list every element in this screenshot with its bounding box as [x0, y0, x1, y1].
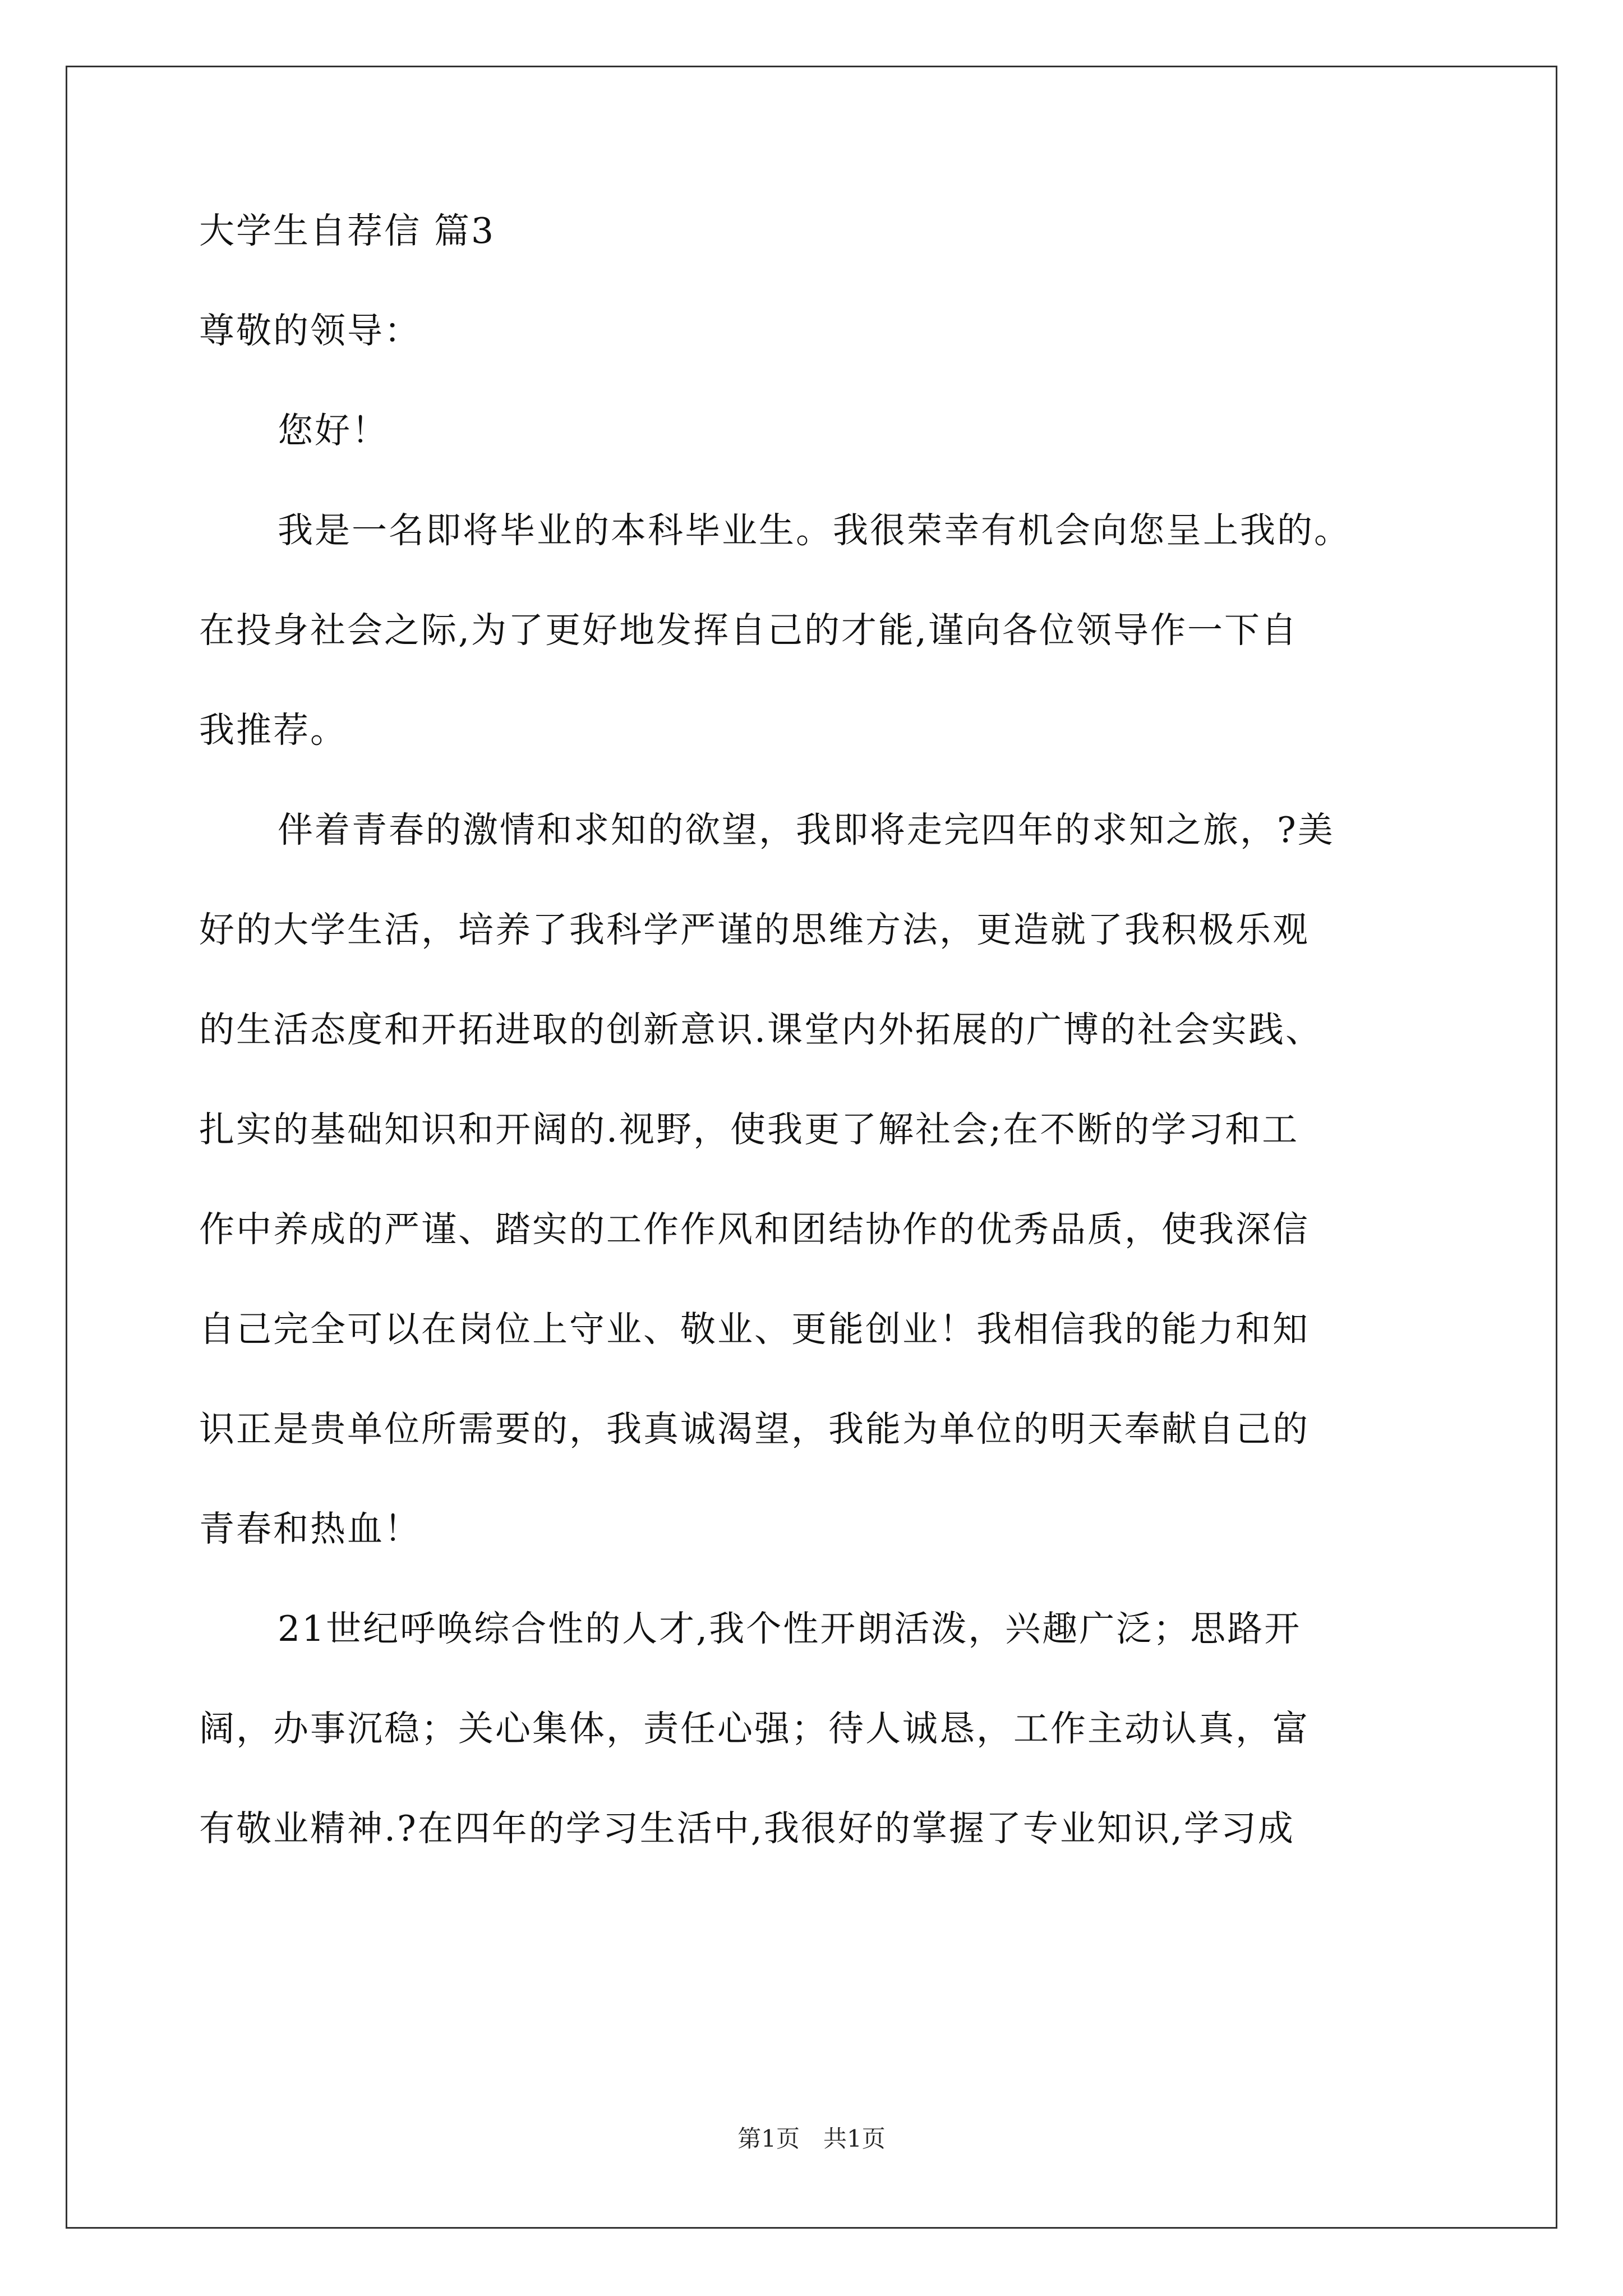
paragraph-2-line-3: 的生活态度和开拓进取的创新意识.课堂内外拓展的广博的社会实践、 — [199, 1009, 1323, 1050]
paragraph-3-line-1: 21世纪呼唤综合性的人才,我个性开朗活泼，兴趣广泛；思路开 — [278, 1608, 1302, 1649]
paragraph-2-line-1: 伴着青春的激情和求知的欲望，我即将走完四年的求知之旅，?美 — [278, 809, 1335, 850]
paragraph-2-line-8: 青春和热血！ — [199, 1508, 421, 1549]
paragraph-3-line-2: 阔，办事沉稳；关心集体，责任心强；待人诚恳，工作主动认真，富 — [199, 1708, 1310, 1749]
document-title: 大学生自荐信 篇3 — [199, 210, 496, 251]
greeting: 您好！ — [278, 410, 389, 451]
paragraph-2-line-6: 自己完全可以在岗位上守业、敬业、更能创业！我相信我的能力和知 — [199, 1309, 1310, 1350]
letter-body — [199, 210, 1433, 1911]
paragraph-1-line-2: 在投身社会之际,为了更好地发挥自己的才能,谨向各位领导作一下自 — [199, 610, 1299, 651]
paragraph-2-line-4: 扎实的基础知识和开阔的.视野，使我更了解社会;在不断的学习和工 — [199, 1109, 1299, 1150]
page-number-footer: 第1页 共1页 — [737, 2125, 886, 2152]
paragraph-2-line-5: 作中养成的严谨、踏实的工作作风和团结协作的优秀品质，使我深信 — [199, 1209, 1310, 1250]
paragraph-1-line-1: 我是一名即将毕业的本科毕业生。我很荣幸有机会向您呈上我的。 — [278, 510, 1351, 551]
paragraph-2-line-7: 识正是贵单位所需要的，我真诚渴望，我能为单位的明天奉献自己的 — [199, 1409, 1310, 1450]
paragraph-1-line-3: 我推荐。 — [199, 710, 347, 751]
salutation: 尊敬的领导： — [199, 310, 421, 351]
paragraph-2-line-2: 好的大学生活，培养了我科学严谨的思维方法，更造就了我积极乐观 — [199, 909, 1310, 950]
paragraph-3-line-3: 有敬业精神.?在四年的学习生活中,我很好的掌握了专业知识,学习成 — [199, 1808, 1295, 1849]
